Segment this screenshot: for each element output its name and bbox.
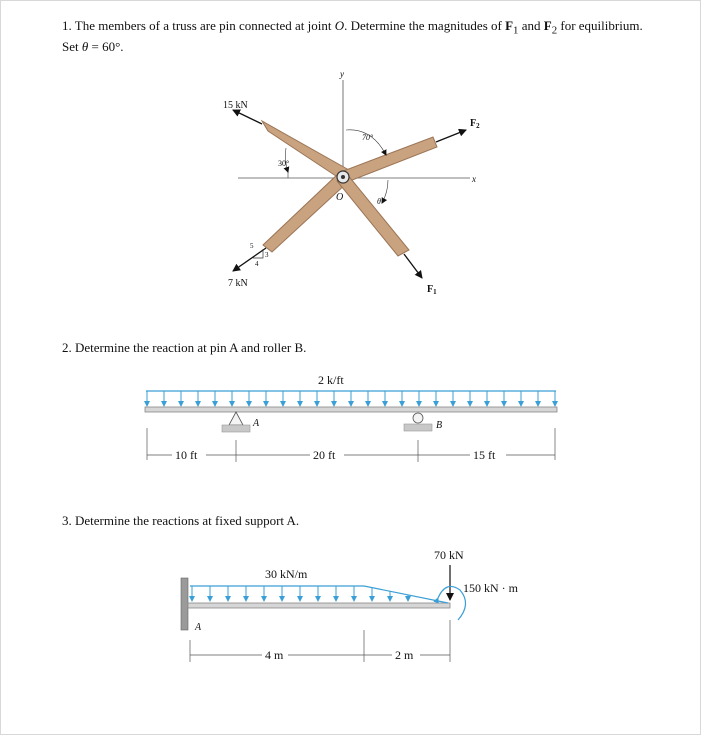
cantilever-figure-3 bbox=[181, 548, 519, 662]
slope-5: 5 bbox=[250, 242, 254, 250]
joint-label: O bbox=[334, 18, 345, 33]
theta-label: θ bbox=[377, 197, 381, 206]
force-f2-letter: F bbox=[470, 118, 477, 129]
truss-figure bbox=[223, 69, 480, 296]
pin-center bbox=[341, 175, 345, 179]
force-15kn-arrow bbox=[233, 110, 262, 124]
force-15kn-label: 15 kN bbox=[223, 100, 248, 111]
member-lower-right bbox=[337, 174, 409, 256]
force-f1-sub: 1 bbox=[433, 288, 437, 296]
beam bbox=[145, 407, 557, 412]
udl-arrows bbox=[147, 391, 555, 406]
pin-support-a bbox=[222, 412, 250, 432]
angle-30-label: 30° bbox=[278, 159, 290, 168]
dim-2m: 2 m bbox=[395, 648, 414, 662]
theta-symbol: θ bbox=[81, 38, 89, 54]
theta-arc bbox=[382, 180, 388, 203]
and-text: and bbox=[518, 18, 544, 33]
force-7kn-arrow bbox=[233, 248, 266, 271]
support-a-label: A bbox=[253, 418, 260, 429]
member-upper-right-bar bbox=[338, 137, 437, 184]
fixed-wall-a bbox=[181, 578, 188, 630]
tapered-load-line bbox=[364, 586, 448, 603]
problem-2-statement: 2. Determine the reaction at pin A and roller B. bbox=[62, 340, 307, 355]
cantilever-beam bbox=[188, 603, 450, 608]
dim-4m: 4 m bbox=[265, 648, 284, 662]
problem-1-text-c: for equilibrium. Set bbox=[62, 18, 643, 54]
member-lower-right-bar bbox=[337, 174, 409, 256]
x-axis-label: x bbox=[472, 174, 476, 184]
udl-label: 2 k/ft bbox=[318, 373, 344, 387]
slope-4: 4 bbox=[255, 260, 259, 268]
member-lower-left bbox=[263, 173, 348, 252]
force-f2-sub: 2 bbox=[476, 122, 480, 130]
force-7kn-label: 7 kN bbox=[228, 278, 248, 289]
member-upper-left bbox=[262, 121, 349, 180]
dim-15ft: 15 ft bbox=[473, 448, 496, 462]
f2-label: F bbox=[543, 18, 552, 33]
dim-10ft: 10 ft bbox=[175, 448, 198, 462]
force-f2-arrow bbox=[436, 130, 466, 142]
support-a-label-3: A bbox=[195, 622, 202, 633]
problem-1-text-b: . Determine the magnitudes of bbox=[344, 18, 506, 33]
member-upper-right bbox=[338, 137, 437, 184]
point-load-label: 70 kN bbox=[434, 548, 464, 562]
roller-support-b bbox=[404, 413, 432, 431]
slope-3: 3 bbox=[265, 251, 269, 259]
force-f2-label bbox=[470, 118, 480, 130]
f1-label: F bbox=[505, 18, 514, 33]
problem-3-statement: 3. Determine the reactions at fixed support A. bbox=[62, 513, 300, 528]
moment-label: 150 kN · m bbox=[463, 581, 518, 595]
member-lower-left-bar bbox=[263, 173, 348, 252]
problem-1-number: 1. bbox=[62, 18, 72, 33]
force-f1-arrow bbox=[404, 254, 422, 278]
dist-load-label: 30 kN/m bbox=[265, 567, 308, 581]
force-f1-letter: F bbox=[427, 284, 434, 295]
dim-20ft: 20 ft bbox=[313, 448, 336, 462]
f2-subscript: 2 bbox=[551, 24, 558, 37]
origin-label: O bbox=[336, 192, 344, 203]
y-axis-label: y bbox=[340, 69, 344, 79]
force-f1-label bbox=[427, 284, 437, 296]
member-upper-left-bar bbox=[262, 121, 349, 180]
support-b-label: B bbox=[436, 420, 443, 431]
problem-1-text-d: = 60°. bbox=[88, 38, 124, 54]
f1-subscript: 1 bbox=[513, 24, 519, 37]
problem-1-text-a: The members of a truss are pin connected at joint bbox=[74, 18, 335, 33]
angle-70-label: 70° bbox=[362, 133, 374, 142]
beam-figure-2 bbox=[145, 373, 557, 462]
